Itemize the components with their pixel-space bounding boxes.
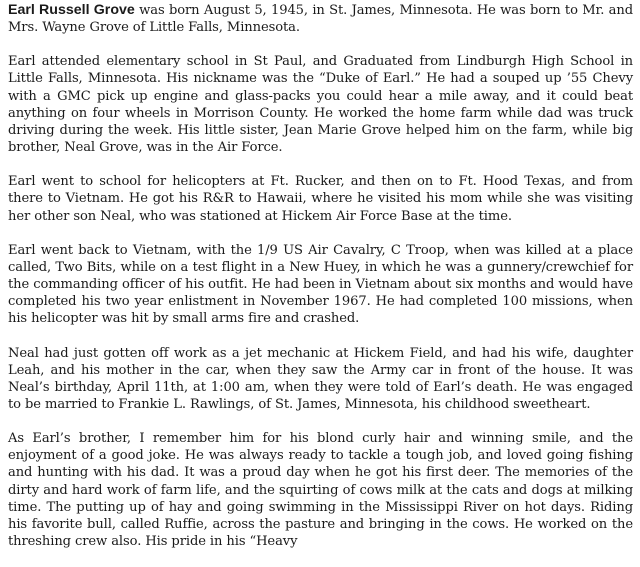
intro-text: was born August 5, 1945, in St. James, Minnesota. He was born to Mr. and Mrs. Wayne Grove of Little Falls, Minnesota. — [8, 3, 633, 36]
paragraph-vietnam: Earl went back to Vietnam, with the 1/9 US Air Cavalry, C Troop, when was killed at a place called, Two Bits, while on a test flight in a New Huey, in which he was a gunnery/crewchief for the commanding officer of his outfit. He had been in Vietnam about six months and would have completed his two year enlistment in November 1967. He had completed 100 missions, when his helicopter was hit by small arms fire and crashed. — [8, 242, 633, 327]
subject-name: Earl Russell Grove — [8, 2, 135, 18]
paragraph-notification: Neal had just gotten off work as a jet mechanic at Hickem Field, and had his wife, daughter Leah, and his mother in the car, when they saw the Army car in front of the house. It was Neal’s birthday, April 11th, at 1:00 am, when they were told of Earl’s death. He was engaged to be married to Frankie L. Rawlings, of St. James, Minnesota, his childhood sweetheart. — [8, 345, 633, 412]
paragraph-memories: As Earl’s brother, I remember him for his blond curly hair and winning smile, and the enjoyment of a good joke. He was always ready to tackle a tough job, and loved going fishing and hunting with his dad. It was a proud day when he got his first deer. The memories of the dirty and hard work of farm life, and the squirting of cows milk at the cats and dogs at milking time. The putting up of hay and going swimming in the Mississippi River on hot days. Riding his favorite bull, called Ruffie, across the pasture and bringing in the cows. He worked on the threshing crew also. His pride in his “Heavy — [8, 431, 633, 550]
paragraph-helicopter-training: Earl went to school for helicopters at Ft. Rucker, and then on to Ft. Hood Texas, and from there to Vietnam. He got his R&R to Hawaii, where he visited his mom while she was visiting her other son Neal, who was stationed at Hickem Air Force Base at the time. — [8, 174, 633, 224]
intro-paragraph — [8, 2, 633, 36]
paragraph-school: Earl attended elementary school in St Paul, and Graduated from Lindburgh High School in Little Falls, Minnesota. His nickname was the “Duke of Earl.” He had a souped up ’55 Chevy with a GMC pick up engine and glass-packs you could hear a mile away, and it could beat anything on four wheels in Morrison County. He worked the home farm while dad was truck driving during the week. His little sister, Jean Marie Grove helped him on the farm, while big brother, Neal Grove, was in the Air Force. — [8, 54, 633, 156]
document-page — [8, 2, 633, 567]
